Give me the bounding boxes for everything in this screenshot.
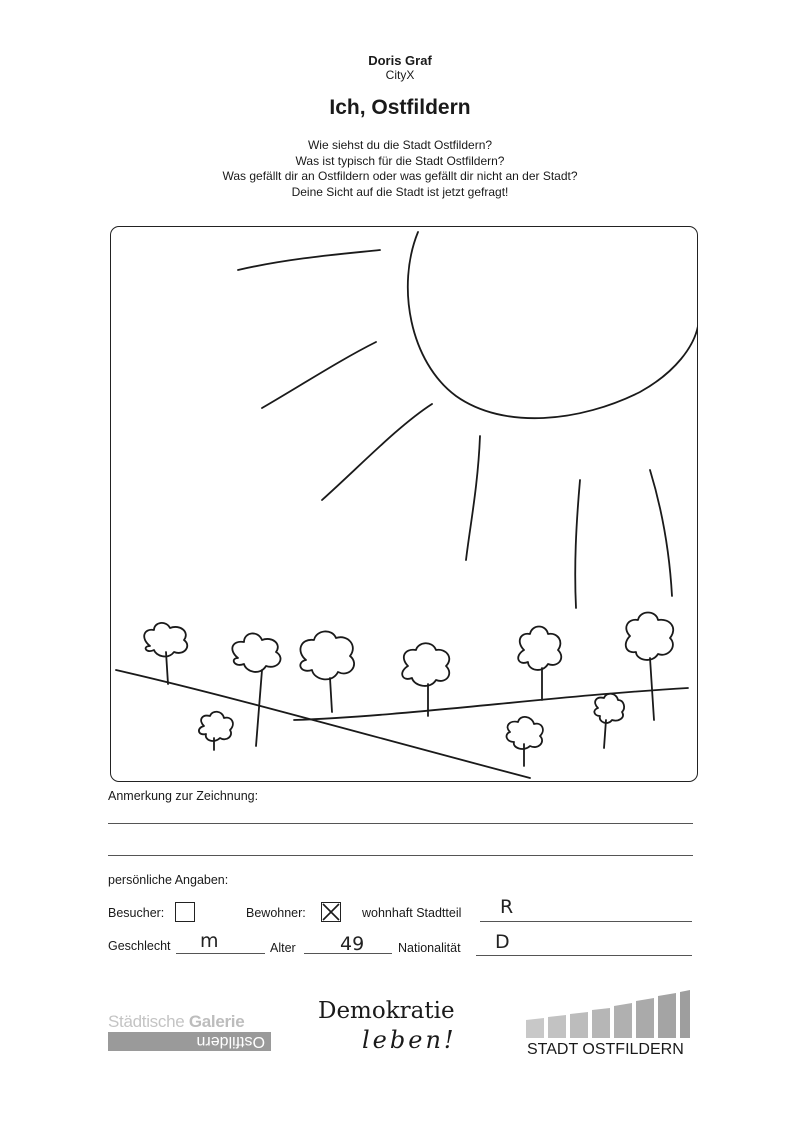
galerie-logo-mirror: Ostfildern [196, 1033, 265, 1050]
tree-2 [232, 633, 280, 746]
tree-1 [144, 623, 187, 684]
question-4: Deine Sicht auf die Stadt ist jetzt gefragt! [291, 184, 509, 199]
stadtteil-value[interactable]: R [500, 896, 514, 918]
check-mark-icon [321, 902, 341, 922]
question-1: Wie siehst du die Stadt Ostfildern? [307, 138, 493, 152]
sun-arc [408, 232, 698, 418]
sun-ray-1 [238, 250, 380, 270]
bewohner-checkbox[interactable] [321, 902, 341, 922]
galerie-logo-top [108, 1012, 244, 1032]
geschlecht-label: Geschlecht [108, 939, 171, 953]
galerie-logo-word-1: Städtische [108, 1012, 189, 1031]
nationalitaet-line [476, 955, 692, 956]
remark-label: Anmerkung zur Zeichnung: [108, 789, 259, 803]
sun-ray-3 [322, 404, 432, 500]
tree-4 [402, 643, 449, 716]
sun-ray-4 [466, 436, 480, 560]
galerie-logo-word-2: Galerie [188, 1012, 245, 1031]
sun-ray-2 [262, 342, 376, 408]
tree-6 [626, 613, 673, 721]
author-name: Doris Graf [368, 53, 432, 68]
bewohner-label: Bewohner: [246, 906, 306, 920]
leben-logo-text: leben! [362, 1026, 457, 1054]
personal-heading: persönliche Angaben: [108, 873, 229, 887]
remark-line-1 [108, 823, 693, 824]
question-3: Was gefällt dir an Ostfildern oder was gefällt dir nicht an der Stadt? [222, 169, 578, 183]
sun-ray-6 [650, 470, 672, 596]
stadtteil-label: wohnhaft Stadtteil [362, 906, 462, 920]
question-list [0, 138, 800, 200]
question-2: Was ist typisch für die Stadt Ostfildern? [295, 153, 505, 168]
tree-7 [199, 712, 233, 750]
galerie-logo [108, 1012, 271, 1052]
demokratie-logo-text: Demokratie [318, 998, 455, 1024]
remark-line-2 [108, 855, 693, 856]
besucher-label: Besucher: [108, 906, 165, 920]
tree-5 [518, 627, 561, 701]
tree-3 [300, 631, 354, 712]
stadtteil-line [480, 921, 692, 922]
geschlecht-value[interactable]: m [200, 930, 219, 952]
hill-line-2 [294, 688, 688, 720]
nationalitaet-label: Nationalität [398, 941, 461, 955]
geschlecht-line [176, 953, 265, 954]
stadt-logo-text: STADT OSTFILDERN [527, 1041, 684, 1058]
alter-label: Alter [270, 941, 296, 955]
sun-ray-5 [575, 480, 580, 608]
nationalitaet-value[interactable]: D [495, 931, 510, 953]
project-name: CityX [385, 68, 415, 82]
tree-9 [594, 694, 624, 748]
drawing-canvas [110, 226, 698, 782]
hill-line-1 [116, 670, 530, 778]
page-title: Ich, Ostfildern [329, 96, 471, 119]
alter-value[interactable]: 49 [340, 933, 365, 955]
stadt-logo-bars-icon [526, 990, 692, 1038]
tree-8 [507, 717, 543, 766]
besucher-checkbox[interactable] [175, 902, 195, 922]
